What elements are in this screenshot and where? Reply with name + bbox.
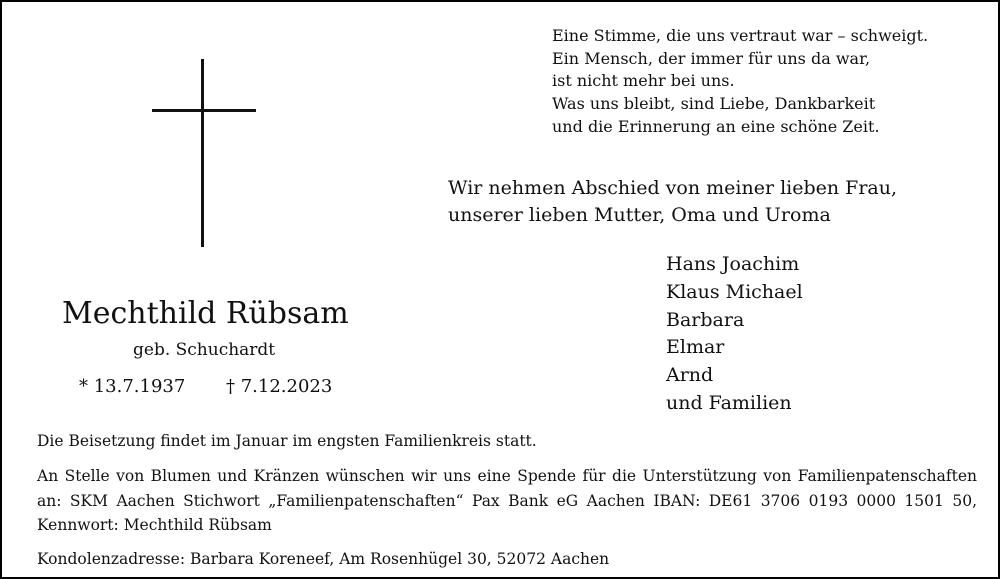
poem-line: Ein Mensch, der immer für uns da war,	[552, 48, 871, 68]
donation-line: an: SKM Aachen Stichwort „Familienpatenschaften“ Pax Bank eG Aachen IBAN: DE61 3706 0193 0000 1501 50,	[37, 491, 977, 510]
death-date: † 7.12.2023	[226, 376, 333, 397]
deceased-name: Mechthild Rübsam	[62, 296, 349, 331]
family-member: Elmar	[666, 336, 725, 359]
family-member: und Familien	[666, 391, 792, 414]
condolence-text: Kondolenzadresse: Barbara Koreneef, Am Rosenhügel 30, 52072 Aachen	[37, 550, 610, 568]
family-member: Barbara	[666, 308, 745, 331]
family-member: Hans Joachim	[666, 253, 800, 275]
intro-line: unserer lieben Mutter, Oma und Uroma	[448, 204, 831, 226]
poem-line: und die Erinnerung an eine schöne Zeit.	[552, 116, 880, 136]
poem-line: Was uns bleibt, sind Liebe, Dankbarkeit	[552, 94, 876, 114]
condolence-address	[37, 547, 977, 572]
family-member: Arnd	[666, 364, 714, 387]
burial-notice	[37, 429, 977, 454]
donation-notice	[37, 464, 977, 538]
intro-line: Wir nehmen Abschied von meiner lieben Frau,	[448, 177, 898, 199]
poem-line: Eine Stimme, die uns vertraut war – schweigt.	[552, 26, 929, 45]
farewell-intro	[448, 175, 968, 229]
donation-line: An Stelle von Blumen und Kränzen wünschen wir uns eine Spende für die Unterstützung von Familienpatenschaften	[37, 467, 977, 485]
birth-date: * 13.7.1937	[79, 376, 186, 397]
burial-text: Die Beisetzung findet im Januar im engsten Familienkreis statt.	[37, 432, 537, 450]
donation-line: Kennwort: Mechthild Rübsam	[37, 516, 272, 534]
poem-line: ist nicht mehr bei uns.	[552, 71, 735, 91]
cross-icon	[152, 59, 256, 247]
maiden-name: geb. Schuchardt	[133, 340, 276, 360]
family-list	[666, 251, 966, 418]
family-member: Klaus Michael	[666, 280, 803, 303]
memorial-poem	[552, 25, 972, 139]
